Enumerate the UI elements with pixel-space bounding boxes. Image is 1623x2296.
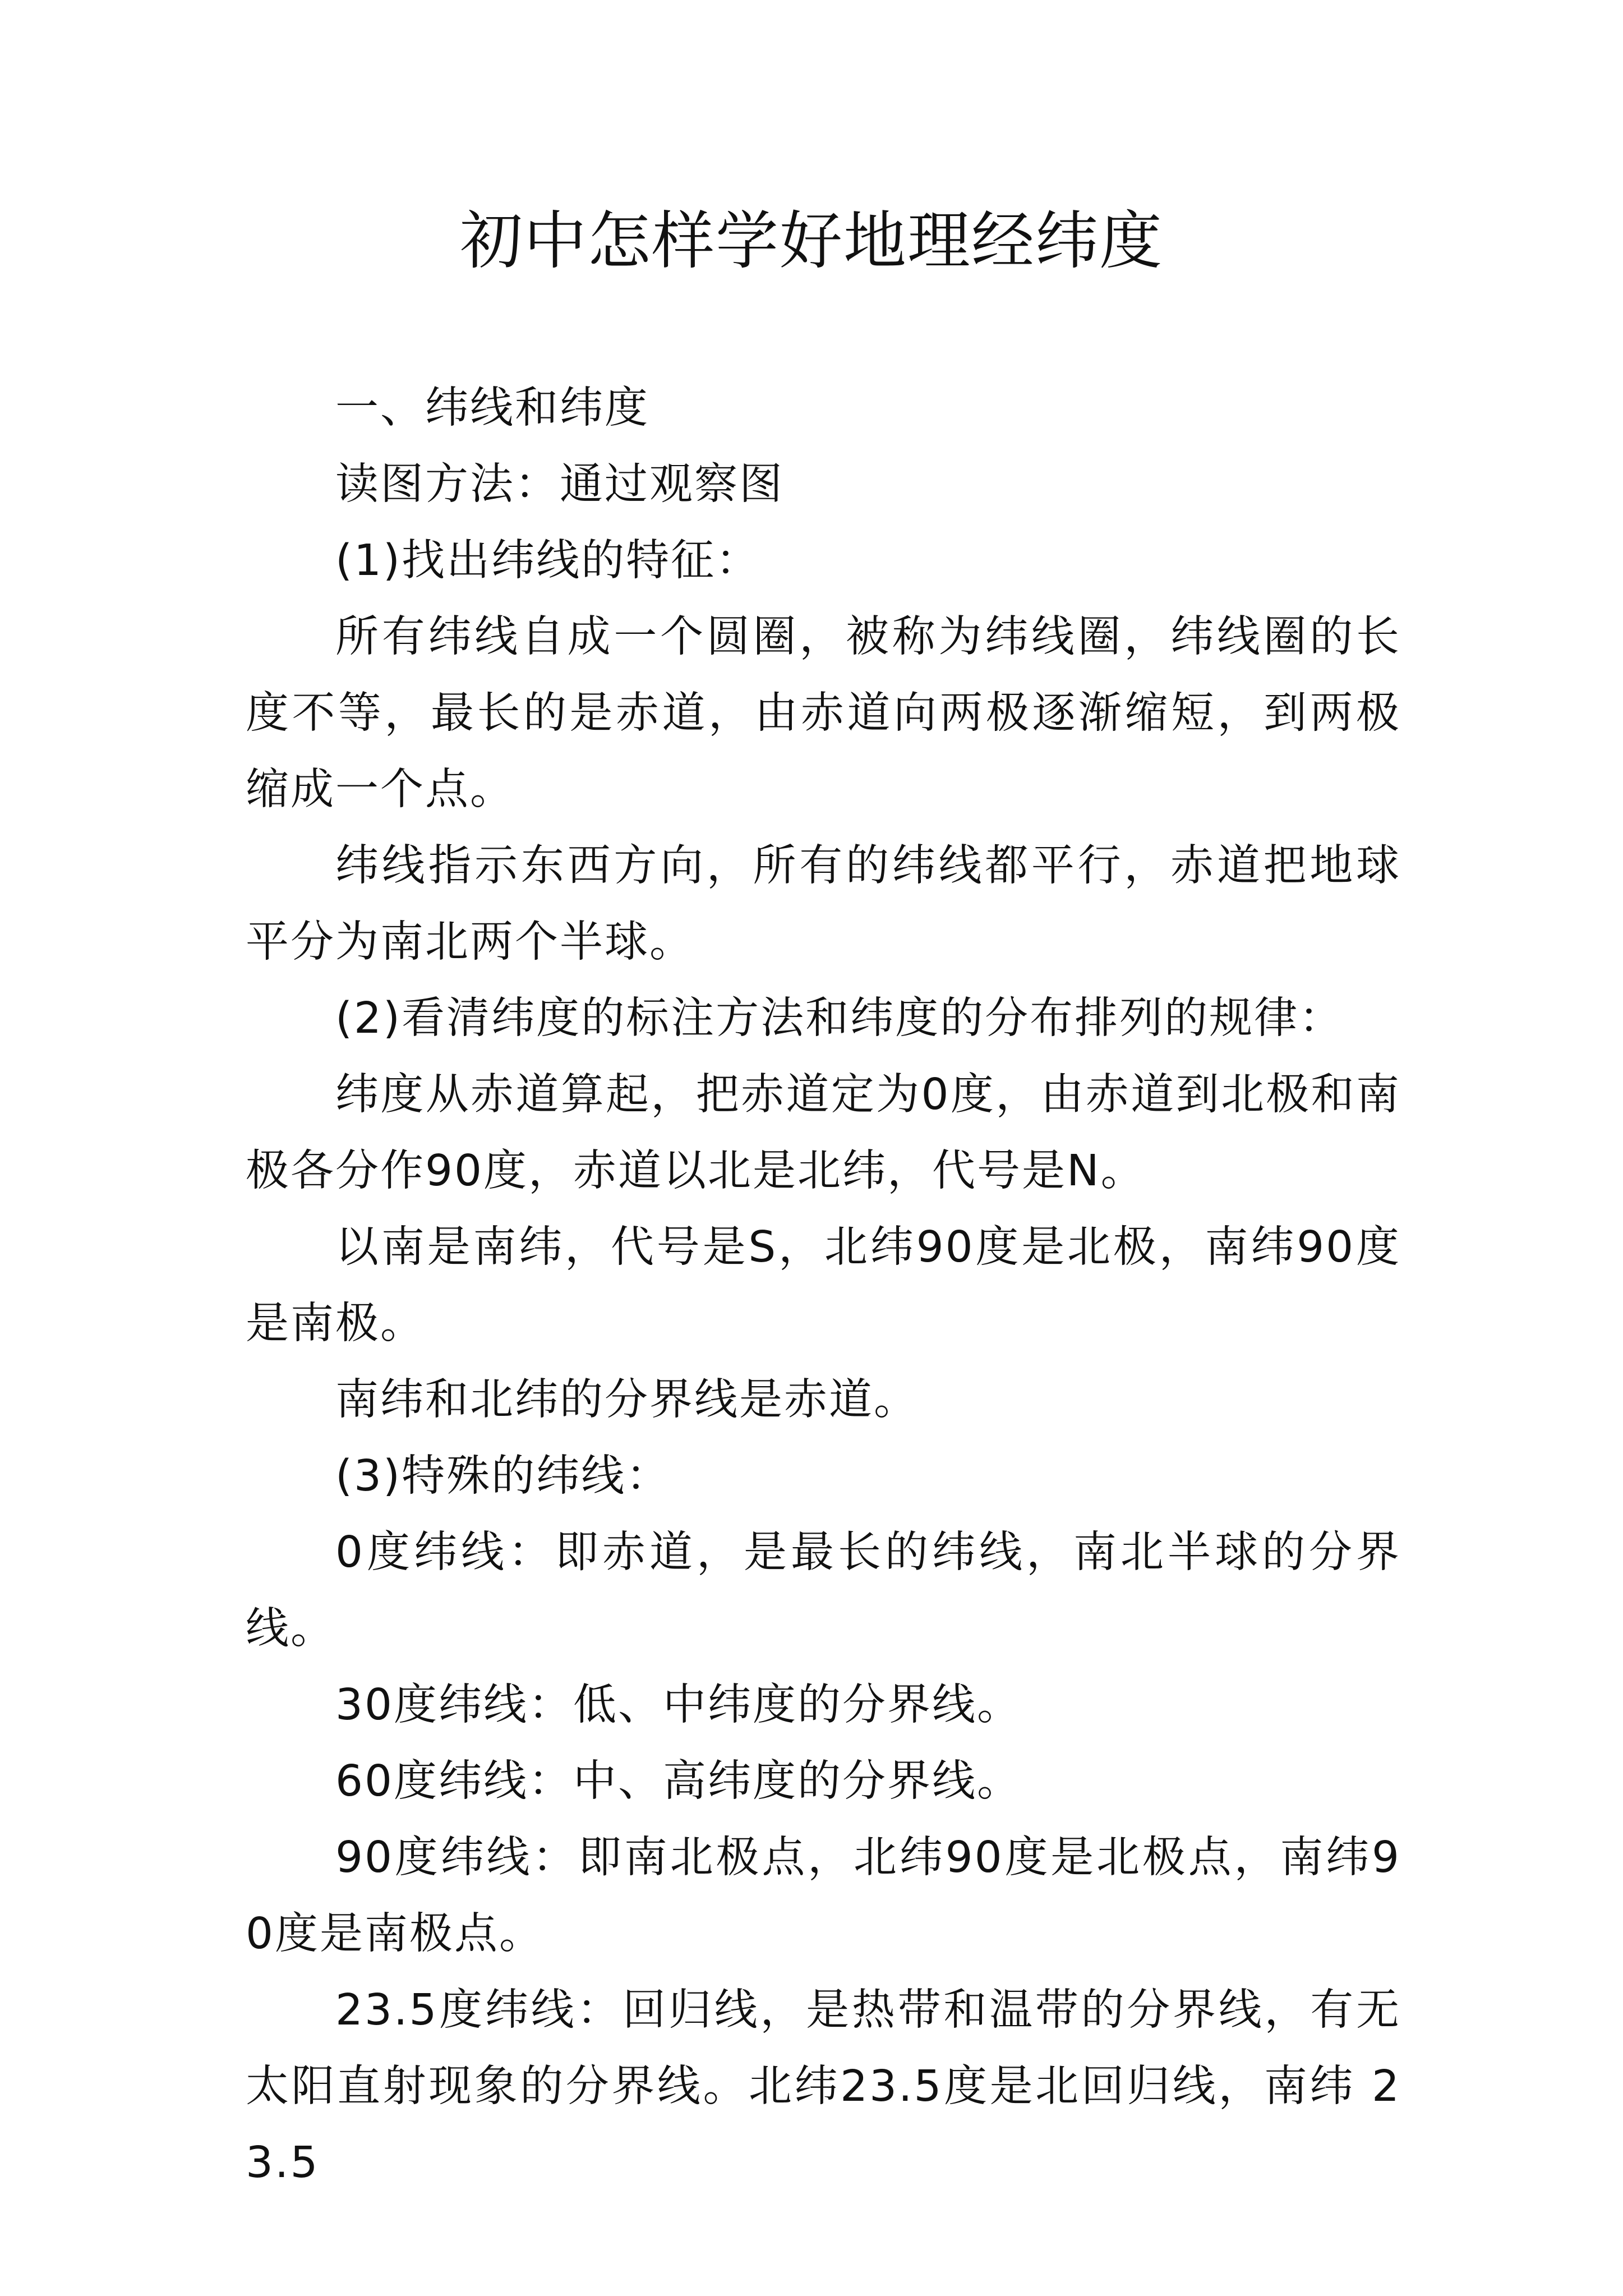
subheading-latitude-labeling: (2)看清纬度的标注方法和纬度的分布排列的规律： — [335, 993, 1344, 1043]
paragraph: 纬度从赤道算起，把赤道定为0度，由赤道到北极和南极各分作90度，赤道以北是北纬，代号是N。 — [246, 1070, 1401, 1196]
subheading-special-latitudes: (3)特殊的纬线： — [335, 1451, 671, 1501]
paragraph: 读图方法：通过观察图 — [335, 459, 784, 509]
paragraph: 23.5度纬线：回归线，是热带和温带的分界线，有无太阳直射现象的分界线。北纬23.5度是北回归线，南纬 23.5 — [246, 1985, 1401, 2188]
document-title: 初中怎样学好地理经纬度 — [460, 205, 1163, 278]
paragraph: 90度纬线：即南北极点，北纬90度是北极点，南纬90度是南极点。 — [246, 1833, 1401, 1959]
subheading-latitude-features: (1)找出纬线的特征： — [335, 536, 761, 586]
paragraph: 所有纬线自成一个圆圈，被称为纬线圈，纬线圈的长度不等，最长的是赤道，由赤道向两极逐渐缩短，到两极缩成一个点。 — [246, 612, 1401, 815]
paragraph: 纬线指示东西方向，所有的纬线都平行，赤道把地球平分为南北两个半球。 — [246, 841, 1401, 967]
paragraph: 0度纬线：即赤道，是最长的纬线，南北半球的分界线。 — [246, 1527, 1401, 1654]
document-body — [246, 370, 1401, 2201]
paragraph: 以南是南纬，代号是S，北纬90度是北极，南纬90度是南极。 — [246, 1222, 1401, 1349]
paragraph: 30度纬线：低、中纬度的分界线。 — [335, 1680, 1022, 1730]
section-heading-latitude: 一、纬线和纬度 — [335, 383, 649, 433]
paragraph: 60度纬线：中、高纬度的分界线。 — [335, 1756, 1022, 1806]
paragraph: 南纬和北纬的分界线是赤道。 — [335, 1375, 919, 1425]
